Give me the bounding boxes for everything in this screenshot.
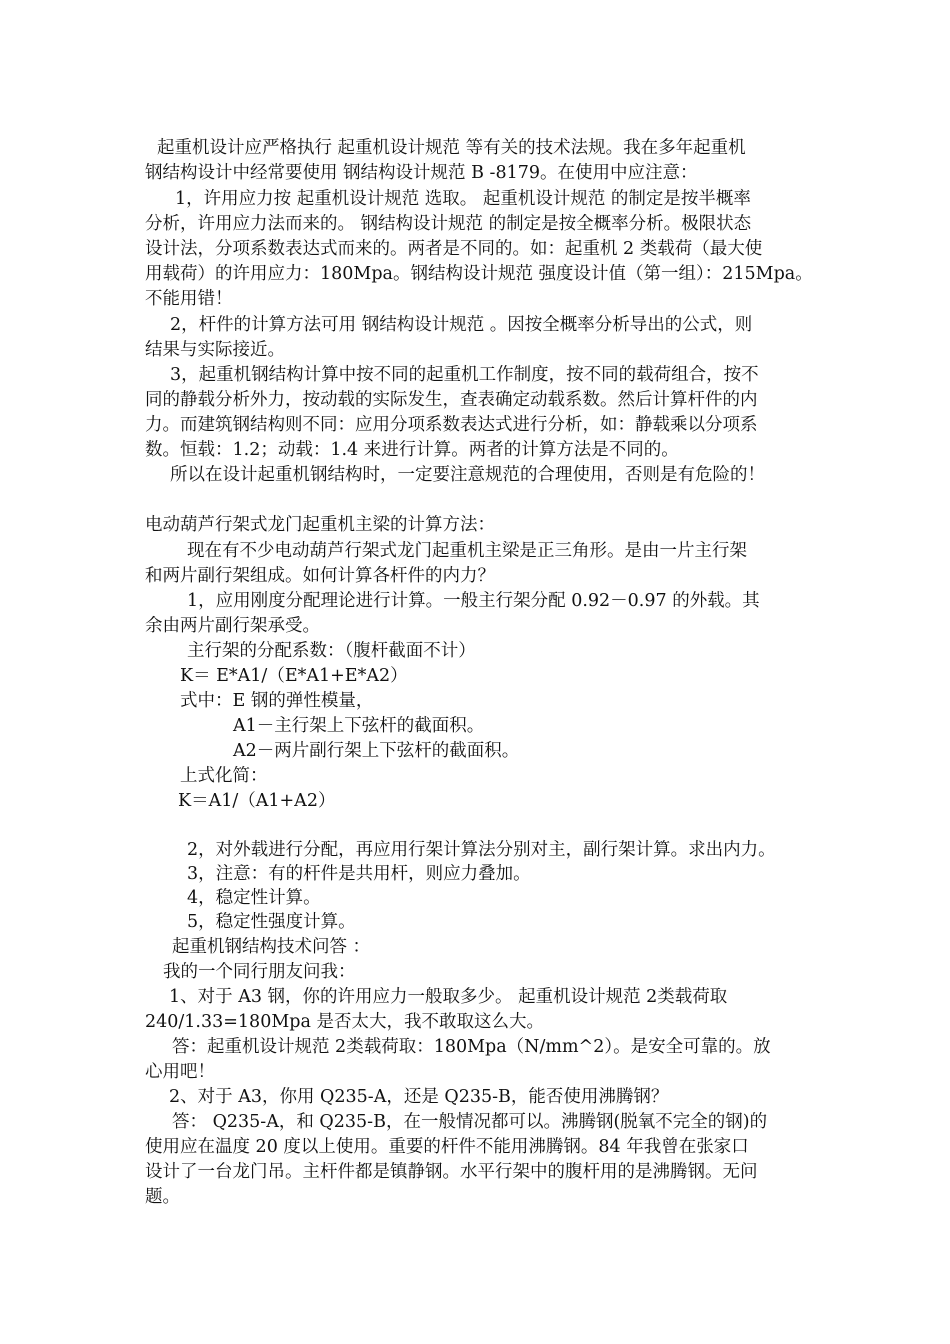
section-title: 电动葫芦行架式龙门起重机主梁的计算方法：	[145, 515, 495, 535]
paragraph-line: 1、对于 A3 钢，你的许用应力一般取多少。 起重机设计规范 2类载荷取	[169, 987, 728, 1007]
paragraph-line: 同的静载分析外力，按动载的实际发生，查表确定动载系数。然后计算杆件的内	[145, 390, 758, 410]
formula-line: A2－两片副行架上下弦杆的截面积。	[233, 741, 520, 761]
paragraph-line: 我的一个同行朋友问我：	[163, 962, 356, 982]
paragraph-line: 使用应在温度 20 度以上使用。重要的杆件不能用沸腾钢。84 年我曾在张家口	[145, 1137, 749, 1157]
paragraph-line: 心用吧！	[145, 1062, 215, 1082]
paragraph-line: 2、对于 A3，你用 Q235-A，还是 Q235-B，能否使用沸腾钢？	[169, 1087, 669, 1107]
paragraph-line: 2，对外载进行分配，再应用行架计算法分别对主，副行架计算。求出内力。	[187, 840, 776, 860]
paragraph-line: 答： Q235-A，和 Q235-B，在一般情况都可以。沸腾钢(脱氧不完全的钢)的	[172, 1112, 768, 1132]
paragraph-line: 设计了一台龙门吊。主杆件都是镇静钢。水平行架中的腹杆用的是沸腾钢。无问	[145, 1162, 758, 1182]
paragraph-line: 2，杆件的计算方法可用 钢结构设计规范 。因按全概率分析导出的公式，则	[170, 315, 753, 335]
formula-line: K＝A1/（A1+A2）	[178, 791, 336, 811]
paragraph-line: 用载荷）的许用应力：180Mpa。钢结构设计规范 强度设计值（第一组）：215Mpa。	[145, 264, 813, 284]
paragraph-line: 4，稳定性计算。	[187, 888, 321, 908]
paragraph-line: 1，许用应力按 起重机设计规范 选取。 起重机设计规范 的制定是按半概率	[175, 189, 751, 209]
formula-line: 上式化简：	[180, 766, 268, 786]
formula-line: A1－主行架上下弦杆的截面积。	[233, 716, 485, 736]
formula-line: 式中：E 钢的弹性模量，	[180, 691, 374, 711]
paragraph-line: 数。恒载：1.2；动载：1.4 来进行计算。两者的计算方法是不同的。	[145, 440, 679, 460]
paragraph-line: 不能用错！	[145, 289, 233, 309]
paragraph-line: 答：起重机设计规范 2类载荷取：180Mpa（N/mm^2）。是安全可靠的。放	[172, 1037, 771, 1057]
paragraph-line: 和两片副行架组成。如何计算各杆件的内力？	[145, 566, 495, 586]
paragraph-line: 力。而建筑钢结构则不同：应用分项系数表达式进行分析，如：静载乘以分项系	[145, 415, 758, 435]
paragraph-line: 分析，许用应力法而来的。 钢结构设计规范 的制定是按全概率分析。极限状态	[145, 214, 752, 234]
paragraph-line: 主行架的分配系数：（腹杆截面不计）	[187, 641, 476, 661]
paragraph-line: 240/1.33=180Mpa 是否太大，我不敢取这么大。	[145, 1012, 544, 1032]
section-title: 起重机钢结构技术问答 ：	[172, 937, 371, 957]
paragraph-line: 起重机设计应严格执行 起重机设计规范 等有关的技术法规。我在多年起重机	[157, 138, 746, 158]
paragraph-line: 余由两片副行架承受。	[145, 616, 320, 636]
paragraph-line: 结果与实际接近。	[145, 340, 285, 360]
paragraph-line: 所以在设计起重机钢结构时，一定要注意规范的合理使用，否则是有危险的！	[170, 465, 765, 485]
paragraph-line: 5，稳定性强度计算。	[187, 912, 356, 932]
formula-line: K＝ E*A1/（E*A1+E*A2）	[180, 666, 408, 686]
paragraph-line: 3，注意：有的杆件是共用杆，则应力叠加。	[187, 864, 531, 884]
paragraph-line: 现在有不少电动葫芦行架式龙门起重机主梁是正三角形。是由一片主行架	[187, 541, 747, 561]
paragraph-line: 题。	[145, 1187, 180, 1207]
paragraph-line: 3，起重机钢结构计算中按不同的起重机工作制度，按不同的载荷组合，按不	[170, 365, 759, 385]
paragraph-line: 1，应用刚度分配理论进行计算。一般主行架分配 0.92－0.97 的外载。其	[187, 591, 760, 611]
paragraph-line: 设计法，分项系数表达式而来的。两者是不同的。如：起重机 2 类载荷（最大使	[145, 239, 763, 259]
paragraph-line: 钢结构设计中经常要使用 钢结构设计规范 B -8179。在使用中应注意：	[145, 163, 698, 183]
